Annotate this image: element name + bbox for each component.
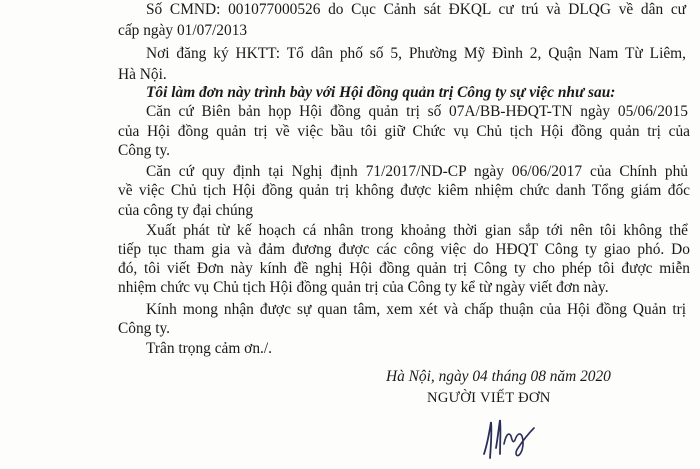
place-date: Hà Nội, ngày 04 tháng 08 năm 2020	[386, 368, 611, 385]
nghidinh-line-1: Căn cứ quy định tại Nghị định 71/2017/ND-CP ngày 06/06/2017 của Chính phủ	[146, 163, 688, 180]
signer-title: NGƯỜI VIẾT ĐƠN	[427, 390, 551, 406]
xuatphat-line-2: tiếp tục tham gia và đảm đương được các công việc do HĐQT Công ty giao phó. Do	[118, 241, 690, 258]
closing-line: Trân trọng cảm ơn./.	[146, 340, 272, 357]
kinhmong-line-1: Kính mong nhận được sự quan tâm, xem xét và chấp thuận của Hội đồng Quản trị	[146, 301, 686, 318]
nghidinh-line-2: về việc Chủ tịch Hội đồng quản trị không được kiêm nhiệm chức danh Tổng giám đốc	[118, 182, 690, 199]
nghidinh-line-3: của công ty đại chúng	[118, 202, 254, 219]
handwritten-signature	[478, 414, 558, 464]
xuatphat-line-4: nhiệm chức vụ Chủ tịch Hội đồng quản trị của Công ty kể từ ngày viết đơn này.	[118, 279, 609, 296]
bienban-line-1: Căn cứ Biên bản họp Hội đồng quản trị số 07A/BB-HĐQT-TN ngày 05/06/2015	[146, 103, 688, 120]
xuatphat-line-1: Xuất phát từ kế hoạch cá nhân trong khoảng thời gian sắp tới nên tôi không thể	[146, 222, 688, 239]
hktt-line-1: Nơi đăng ký HKTT: Tổ dân phố số 5, Phường Mỹ Đình 2, Quận Nam Từ Liêm,	[146, 45, 686, 62]
hktt-line-2: Hà Nội.	[118, 66, 167, 83]
cmnd-line-1: Số CMND: 001077000526 do Cục Cảnh sát ĐKQL cư trú và DLQG về dân cư	[146, 1, 686, 18]
xuatphat-line-3: đó, tôi viết Đơn này kính đề nghị Hội đồng quản trị Công ty cho phép tôi được miễn	[118, 260, 690, 277]
intro-line: Tôi làm đơn này trình bày với Hội đồng quản trị Công ty sự việc như sau:	[146, 84, 616, 101]
cmnd-line-2: cấp ngày 01/07/2013	[118, 22, 248, 39]
bienban-line-3: Công ty.	[118, 142, 171, 159]
kinhmong-line-2: Công ty.	[118, 320, 171, 337]
bienban-line-2: của Hội đồng quản trị về việc bầu tôi giữ Chức vụ Chủ tịch Hội đồng quản trị của	[118, 123, 690, 140]
